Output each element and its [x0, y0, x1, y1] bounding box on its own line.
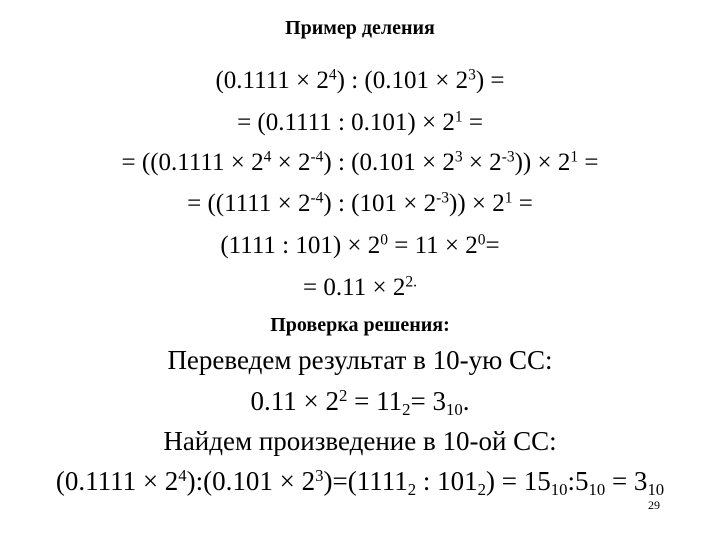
text-segment: × 2 [271, 149, 311, 176]
text-segment: ) : (0.101 × 2 [323, 149, 455, 176]
exponent: -4 [310, 189, 324, 207]
check-line [0, 385, 720, 420]
text-segment: ) = [475, 67, 505, 94]
exponent: 1 [504, 189, 513, 207]
exponent: 0 [380, 231, 389, 249]
expression-line [0, 68, 720, 93]
base-subscript: 10 [647, 480, 665, 500]
exponent: 2. [405, 273, 417, 291]
text-segment: ) : (0.101 × 2 [336, 67, 469, 94]
text-segment: = [512, 190, 533, 217]
exponent: 4 [178, 465, 187, 485]
exponent: 3 [454, 148, 463, 166]
expression-line [0, 110, 720, 135]
base-subscript: 10 [445, 400, 463, 420]
exponent: 0 [477, 231, 486, 249]
exponent: 3 [315, 465, 324, 485]
text-segment: = 3 [410, 386, 446, 416]
check-line [0, 465, 720, 500]
base-subscript: 10 [588, 480, 606, 500]
text-segment: 0.11 × 2 [250, 386, 340, 416]
text-segment: Найдем произведение в 10-ой СС: [163, 426, 557, 456]
text-segment: = (0.1111 : 0.101) × 2 [237, 109, 455, 136]
base-subscript: 2 [407, 480, 417, 500]
text-segment: × 2 [462, 149, 502, 176]
text-segment: )) × 2 [449, 190, 505, 217]
text-segment: Переведем результат в 10-ую СС: [167, 345, 553, 375]
check-title: Проверка решения: [270, 314, 450, 336]
text-segment: = ((0.1111 × 2 [121, 149, 264, 176]
slide-title: Пример деления [285, 17, 435, 39]
text-segment: )=(1111 [323, 466, 408, 496]
text-segment: = [578, 149, 599, 176]
text-segment: = [485, 232, 500, 259]
expression-line [0, 233, 720, 258]
text-segment: = 11 × 2 [388, 232, 478, 259]
text-segment: = [462, 109, 483, 136]
base-subscript: 10 [550, 480, 568, 500]
expression-line [0, 275, 720, 300]
text-segment: ):(0.101 × 2 [186, 466, 316, 496]
exponent: 3 [468, 66, 476, 84]
text-segment: = 11 [347, 386, 403, 416]
expression-line [0, 150, 720, 175]
text-segment: (0.1111 × 2 [215, 67, 329, 94]
text-segment: ) = 15 [486, 466, 551, 496]
text-segment: = ((1111 × 2 [187, 190, 311, 217]
exponent: 1 [454, 108, 463, 126]
text-segment: :5 [567, 466, 589, 496]
exponent: -3 [436, 189, 449, 207]
text-segment: : 101 [416, 466, 478, 496]
text-segment: (0.1111 × 2 [55, 466, 179, 496]
exponent: 4 [328, 66, 337, 84]
exponent: -4 [310, 148, 324, 166]
exponent: 1 [570, 148, 579, 166]
text-segment: (1111 : 101) × 2 [220, 232, 381, 259]
expression-line [0, 191, 720, 216]
page-number: 29 [648, 498, 660, 512]
check-line [0, 428, 720, 455]
text-segment: = 0.11 × 2 [303, 274, 406, 301]
exponent: 2 [339, 385, 348, 405]
exponent: -3 [501, 148, 515, 166]
text-segment: . [462, 386, 470, 416]
base-subscript: 2 [477, 480, 486, 500]
text-segment: = 3 [605, 466, 648, 496]
exponent: 4 [263, 148, 272, 166]
base-subscript: 2 [402, 400, 411, 420]
text-segment: ) : (101 × 2 [323, 190, 437, 217]
text-segment: )) × 2 [514, 149, 571, 176]
check-line [0, 347, 720, 374]
